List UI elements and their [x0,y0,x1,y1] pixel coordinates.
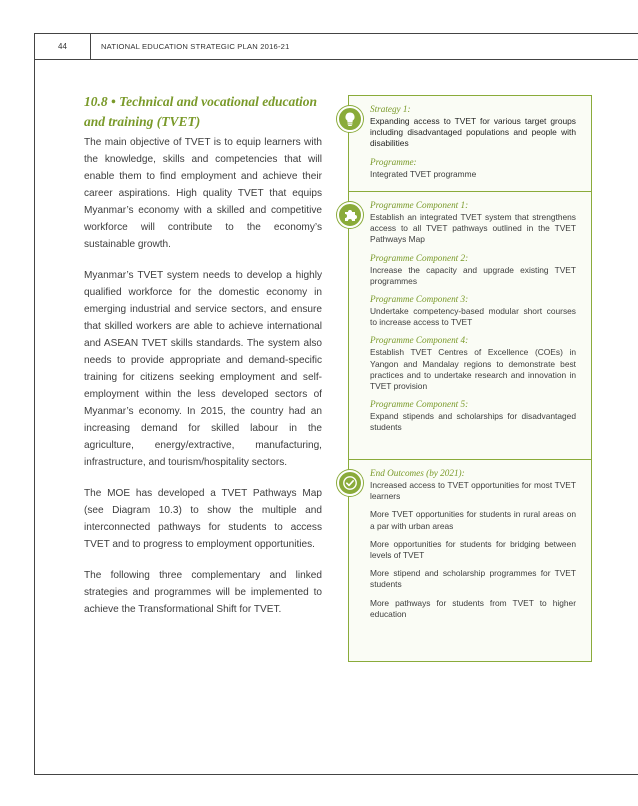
main-column [84,92,322,632]
running-head: NATIONAL EDUCATION STRATEGIC PLAN 2016-21 [101,42,290,51]
outcome-item: Increased access to TVET opportunities for most TVET learners [370,480,576,502]
component-text: Expand stipends and scholarships for disadvantaged students [370,411,576,433]
component-text: Establish TVET Centres of Excellence (COEs) in Yangon and Mandalay regions to demonstrate best practices and to undertake research and innovation in TVET provision [370,347,576,392]
outcomes-label: End Outcomes (by 2021): [370,468,465,478]
component-text: Establish an integrated TVET system that strengthens access to all TVET pathways outlined in the TVET Pathways Map [370,212,576,245]
programme-text: Integrated TVET programme [370,168,477,179]
paragraph-2: Myanmar’s TVET system needs to develop a highly qualified workforce for the domestic economy in emerging industrial and service sectors, and ensure that skilled workers are able to achieve international and ASEAN TVET skills standards. The system also needs to provide appropriate and demand-specific training for citizens seeking employment and self-employment within the less developed sectors of Myanmar’s economy. In 2015, the country had an increasing demand for skilled labour in the agriculture, energy/extractive, manufacturing, infrastructure, and tourism/hospitality sectors. [84,270,322,468]
page-header [35,34,638,60]
paragraph-3: The MOE has developed a TVET Pathways Map (see Diagram 10.3) to show the multiple and interconnected pathways for students to access TVET and to progress to employment opportunities. [84,488,322,550]
strategy-label: Strategy 1: [370,104,411,114]
component-text: Undertake competency-based modular short courses to increase access to TVET [370,306,576,328]
divider [349,191,591,192]
paragraph-4: The following three complementary and linked strategies and programmes will be implemented to achieve the Transformational Shift for TVET. [84,570,322,615]
strategy-text: Expanding access to TVET for various target groups including disadvantaged populations and people with disabilities [370,116,576,149]
programme-label: Programme: [370,156,417,167]
component-label: Programme Component 2: [370,252,469,263]
strategy-block [370,104,576,180]
outcomes-block [370,468,576,620]
outcome-item: More opportunities for students for bridging between levels of TVET [370,538,576,561]
component-label: Programme Component 5: [370,399,469,410]
puzzle-icon [337,202,363,228]
strategy-sidebar [348,95,592,662]
component-label: Programme Component 1: [370,200,469,210]
outcome-item: More stipend and scholarship programmes for TVET students [370,568,576,590]
component-text: Increase the capacity and upgrade existing TVET programmes [370,264,576,286]
outcome-item: More TVET opportunities for students in rural areas on a par with urban areas [370,509,576,531]
section-title: 10.8 • Technical and vocational education and training (TVET) [84,94,317,129]
paragraph-1: The main objective of TVET is to equip learners with the knowledge, skills and competencies that will enable them to find employment and achieve their career aspirations. High quality TVET that equips Myanmar’s economy with a skilled and competitive workforce will contribute to the economy’s sustainable growth. [84,137,322,250]
page-number: 44 [35,34,91,59]
lightbulb-icon [337,106,363,132]
outcome-item: More pathways for students from TVET to higher education [370,597,576,619]
component-label: Programme Component 4: [370,335,469,346]
component-label: Programme Component 3: [370,294,469,305]
checkmark-icon [337,470,363,496]
divider [349,459,591,460]
components-block [370,200,576,434]
